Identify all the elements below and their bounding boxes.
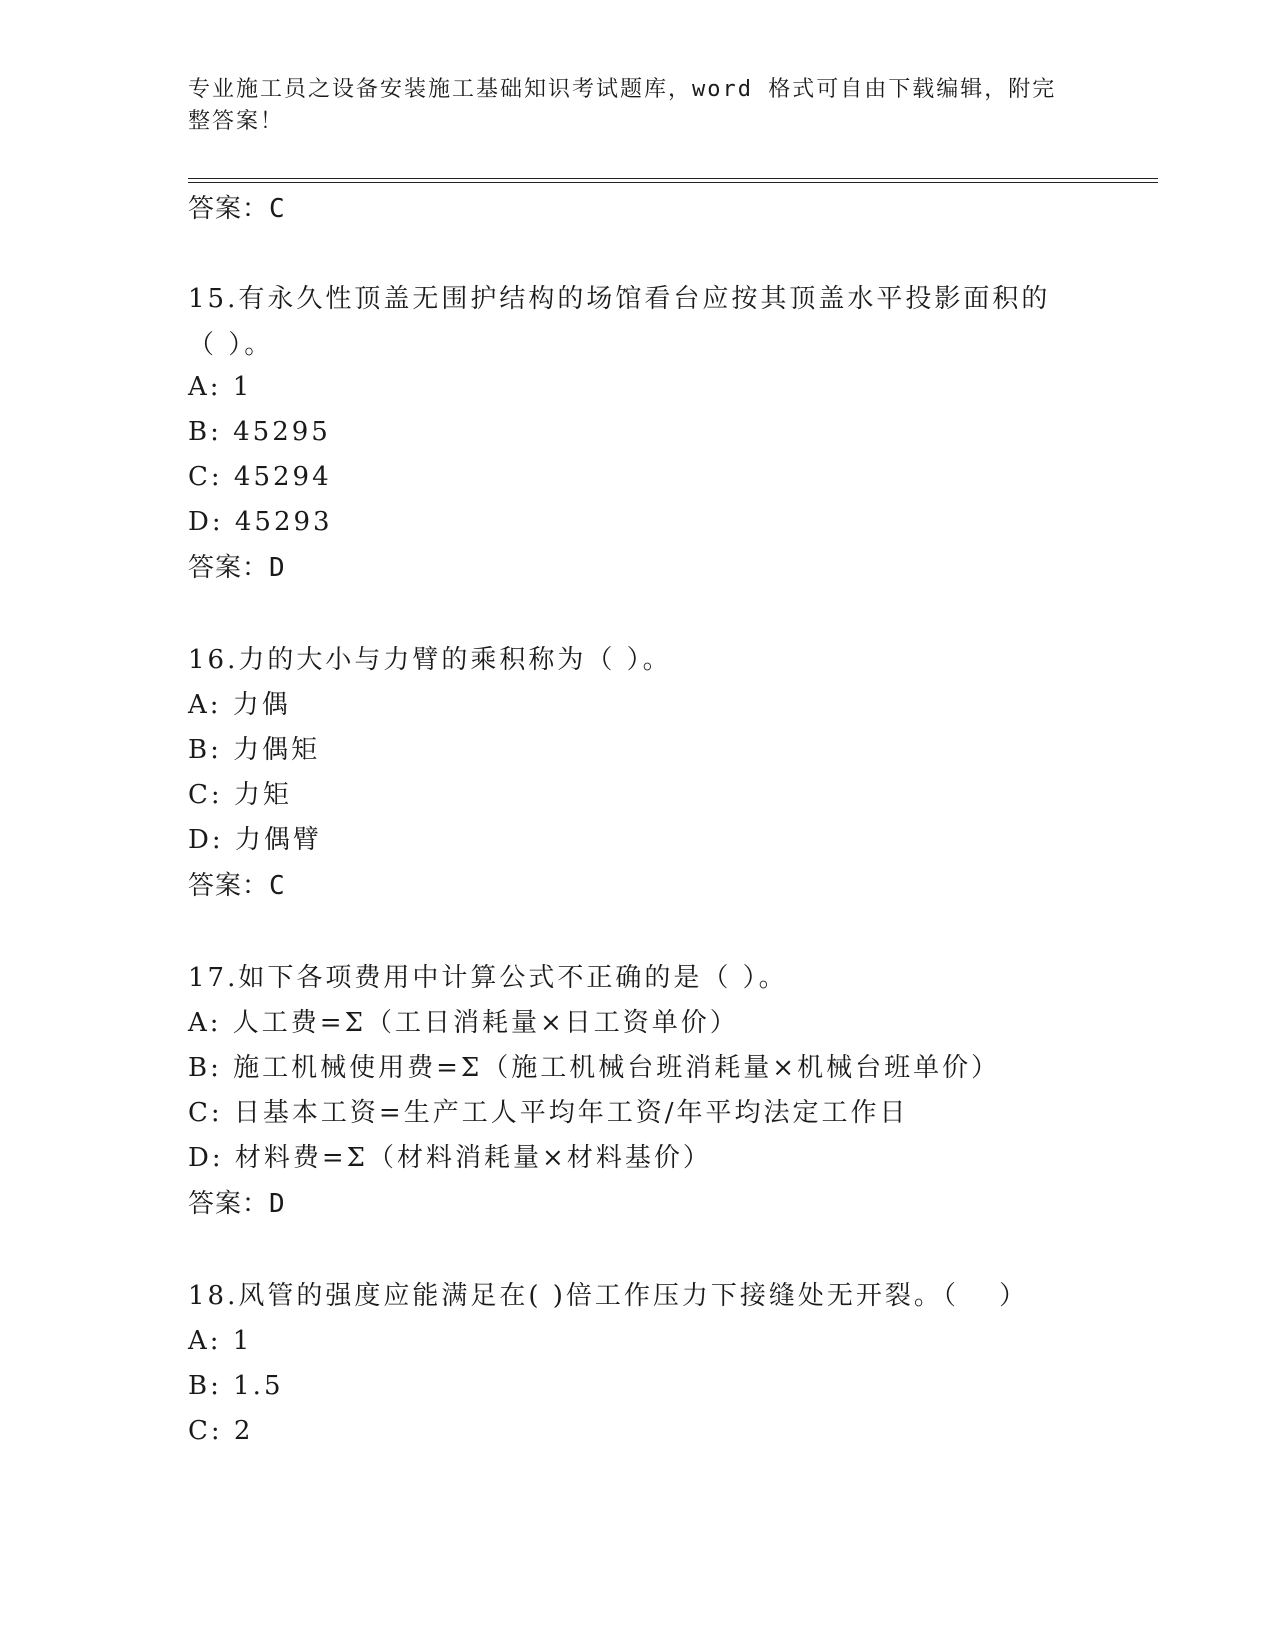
option-a: A: 1 [188, 1326, 253, 1356]
option-d: D: 力偶臂 [188, 825, 322, 855]
option-a: A: 1 [188, 372, 253, 402]
option-b: B: 45295 [188, 417, 331, 447]
option-c: C: 日基本工资=生产工人平均年工资/年平均法定工作日 [188, 1098, 909, 1128]
option-b: B: 施工机械使用费=Σ（施工机械台班消耗量×机械台班单价） [188, 1053, 1001, 1083]
option-a: A: 力偶 [188, 690, 291, 720]
answer: 答案：C [188, 871, 286, 901]
answer: 答案：D [188, 553, 286, 583]
option-d: D: 材料费=Σ（材料消耗量×材料基价） [188, 1143, 712, 1173]
question-16: 16.力的大小与力臂的乘积称为（ ）。 [188, 645, 672, 675]
option-c: C: 45294 [188, 462, 332, 492]
question-15: 15.有永久性顶盖无围护结构的场馆看台应按其顶盖水平投影面积的（ ）。 [188, 284, 1051, 360]
option-d: D: 45293 [188, 507, 333, 537]
option-b: B: 1.5 [188, 1371, 284, 1401]
question-18: 18.风管的强度应能满足在( )倍工作压力下接缝处无开裂。（ ） [188, 1281, 1029, 1311]
option-c: C: 力矩 [188, 780, 292, 810]
document-header: 专业施工员之设备安装施工基础知识考试题库，word 格式可自由下载编辑，附完整答案！ [188, 77, 1057, 134]
option-b: B: 力偶矩 [188, 735, 321, 765]
option-c: C: 2 [188, 1416, 254, 1446]
option-a: A: 人工费=Σ（工日消耗量×日工资单价） [188, 1008, 739, 1038]
answer: 答案：D [188, 1189, 286, 1219]
question-17: 17.如下各项费用中计算公式不正确的是（ ）。 [188, 963, 788, 993]
answer: 答案：C [188, 194, 286, 224]
header-rule [188, 182, 1158, 183]
header-rule [188, 178, 1158, 179]
